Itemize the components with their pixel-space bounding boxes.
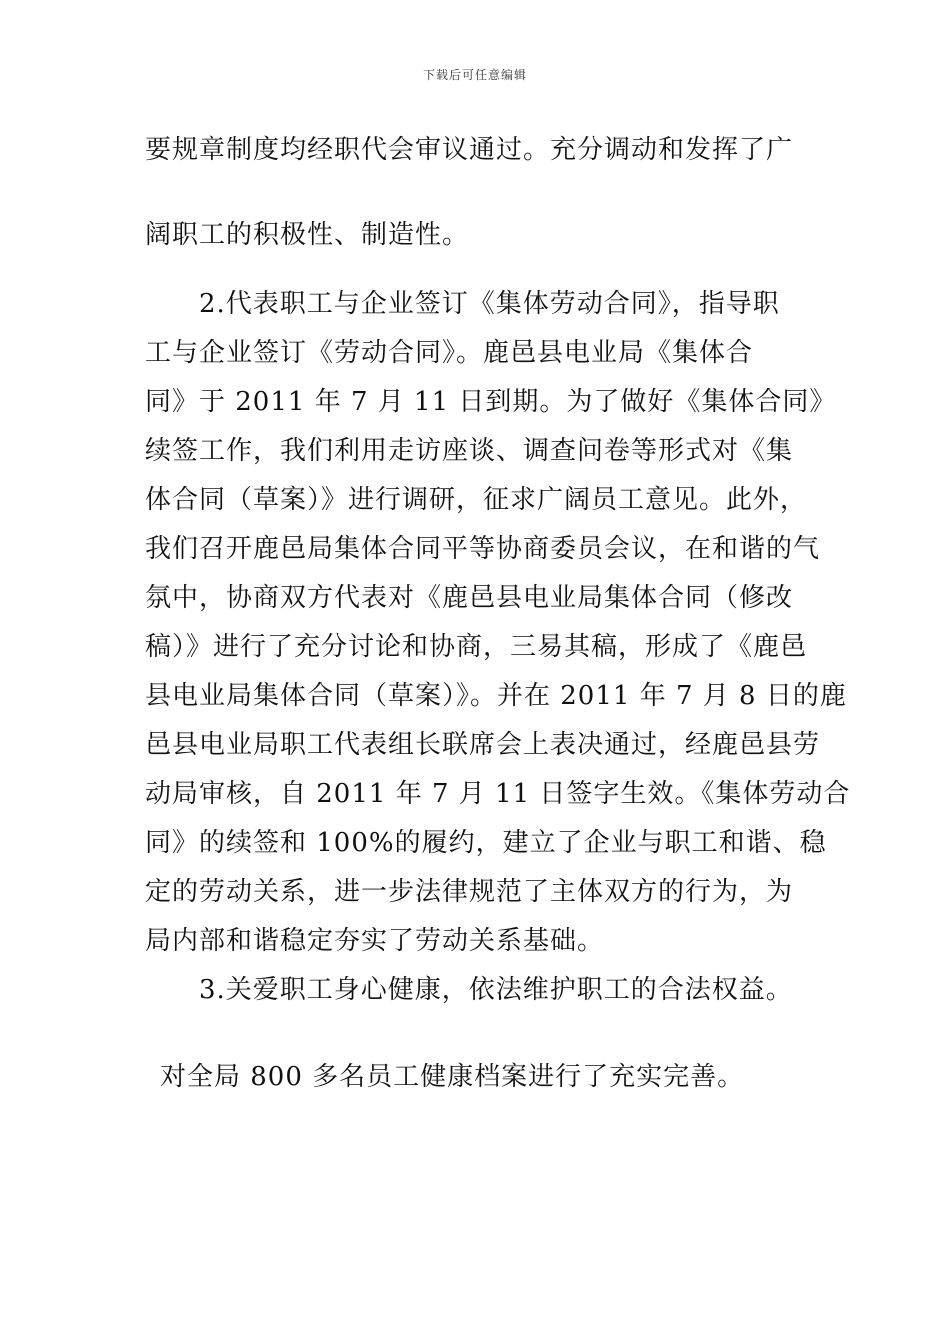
- paragraph-2-line-8: 稿）》进行了充分讨论和协商，三易其稿，形成了《鹿邑: [145, 632, 808, 662]
- paragraph-2-line-5: 体合同（草案）》进行调研，征求广阔员工意见。此外，: [145, 485, 808, 515]
- paragraph-2-line-11: 动局审核，自 2011 年 7 月 11 日签字生效。《集体劳动合: [145, 779, 851, 809]
- page-header: 下载后可任意编辑: [422, 68, 527, 82]
- paragraph-2-line-9: 县电业局集体合同（草案）》。并在 2011 年 7 月 8 日的鹿: [145, 681, 847, 711]
- paragraph-1-line-1: 要规章制度均经职代会审议通过。充分调动和发挥了广: [145, 135, 794, 165]
- paragraph-1-line-2: 阔职工的积极性、制造性。: [145, 220, 470, 250]
- paragraph-2-line-7: 氛中，协商双方代表对《鹿邑县电业局集体合同（修改: [145, 583, 794, 613]
- paragraph-2-line-2: 工与企业签订《劳动合同》。鹿邑县电业局《集体合: [145, 338, 754, 368]
- paragraph-2-line-13: 定的劳动关系，进一步法律规范了主体双方的行为，为: [145, 877, 794, 907]
- paragraph-2-line-4: 续签工作，我们利用走访座谈、调查问卷等形式对《集: [145, 436, 794, 466]
- paragraph-2-line-14: 局内部和谐稳定夯实了劳动关系基础。: [145, 926, 605, 956]
- paragraph-2-line-1: 2.代表职工与企业签订《集体劳动合同》，指导职: [199, 289, 780, 319]
- paragraph-2-line-10: 邑县电业局职工代表组长联席会上表决通过，经鹿邑县劳: [145, 730, 821, 760]
- paragraph-2-line-6: 我们召开鹿邑局集体合同平等协商委员会议，在和谐的气: [145, 534, 821, 564]
- paragraph-3-line-1: 3.关爱职工身心健康，依法维护职工的合法权益。: [199, 975, 793, 1005]
- paragraph-2-line-3: 同》于 2011 年 7 月 11 日到期。为了做好《集体合同》: [145, 387, 837, 417]
- paragraph-4-line-1: 对全局 800 多名员工健康档案进行了充实完善。: [160, 1062, 745, 1092]
- paragraph-2-line-12: 同》的续签和 100%的履约，建立了企业与职工和谐、稳: [145, 828, 827, 858]
